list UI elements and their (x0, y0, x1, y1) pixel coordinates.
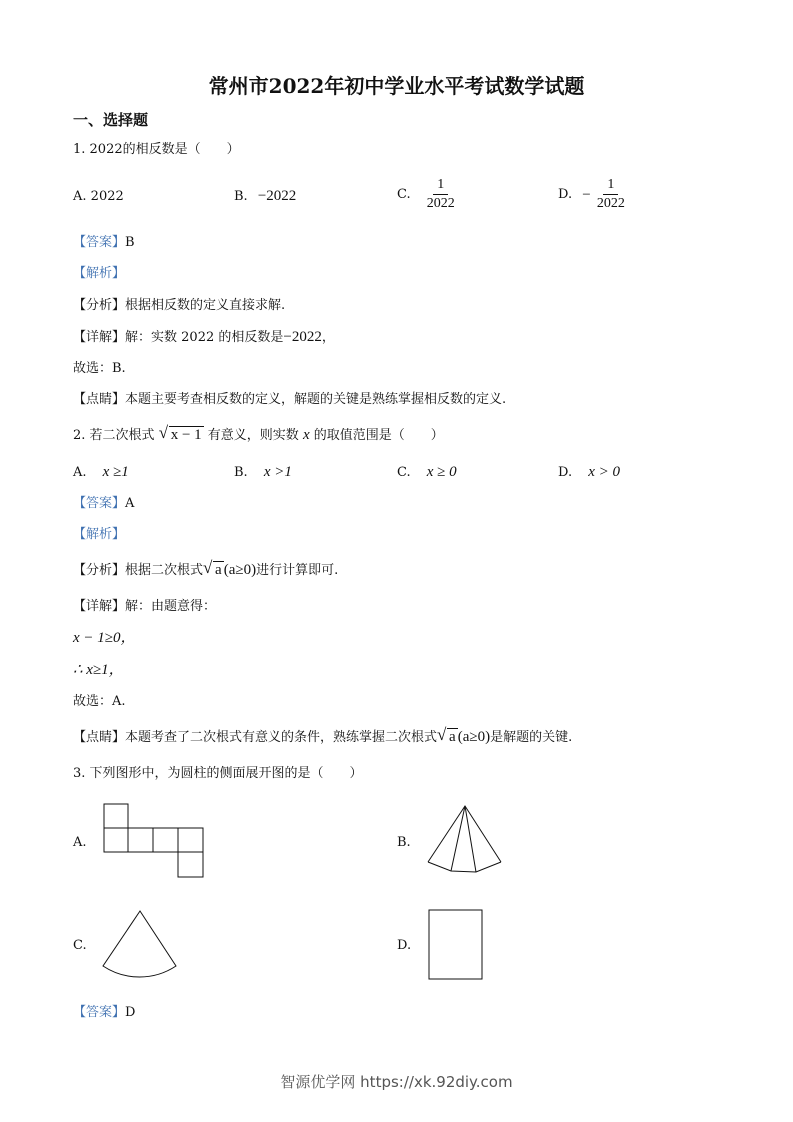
q2-option-b-label: B. (234, 465, 248, 480)
q2-dianjing-radical: √ a (437, 725, 456, 745)
q3-stem: 3. 下列图形中，为圆柱的侧面展开图的是（ ） (73, 766, 363, 781)
q2-dianjing-tag: 【点睛】 (73, 730, 126, 745)
q2-fenxi-radicand: a (215, 562, 222, 578)
q1-xiangjie-text: 解：实数 2022 的相反数是 (125, 330, 284, 345)
q2-stem-prefix: 2. 若二次根式 (73, 428, 155, 443)
q2-fenxi-text: 根据二次根式 (125, 563, 204, 578)
q2-answer-tag: 【答案】 (73, 496, 126, 511)
q2-fenxi-condition: (a≥0) (223, 562, 257, 578)
q1-dianjing-tag: 【点睛】 (73, 392, 126, 407)
q2-dianjing-radicand: a (449, 729, 456, 745)
page-title: 常州市2022年初中学业水平考试数学试题 (208, 74, 585, 98)
q2-option-d-label: D. (558, 465, 573, 480)
q1-xiangjie-post: ， (321, 330, 335, 345)
q1-fenxi-text: 根据相反数的定义直接求解. (125, 298, 286, 313)
q2-analysis-tag: 【解析】 (73, 527, 126, 542)
q2-stem-end: 的取值范围是（ ） (313, 428, 444, 443)
q2-stem-radical: √ x − 1 (158, 423, 202, 443)
q2-dianjing-post: 是解题的关键. (490, 730, 573, 745)
q1-xiangjie-tag: 【详解】 (73, 330, 126, 345)
q3-option-d-label: D. (397, 938, 412, 953)
footer-watermark: 智源优学网 https://xk.92diy.com (280, 1073, 513, 1091)
q1-dianjing-text: 本题主要考查相反数的定义，解题的关键是熟练掌握相反数的定义. (125, 392, 507, 407)
q2-dianjing-text: 本题考查了二次根式有意义的条件，熟练掌握二次根式 (125, 730, 438, 745)
q2-xiangjie-tag: 【详解】 (73, 599, 126, 614)
q1-option-d-denominator: 2022 (596, 196, 625, 211)
q2-option-a-value: x ≥1 (102, 464, 129, 480)
q1-stem: 1. 2022的相反数是（ ） (73, 142, 240, 157)
q3-option-c-label: C. (73, 938, 87, 953)
q2-stem-radicand: x − 1 (170, 427, 202, 443)
q2-option-d-value: x > 0 (588, 464, 621, 480)
q2-fenxi-radical: √ a (203, 558, 222, 578)
q2-stem-variable: x (302, 427, 310, 443)
q3-figure-b-fan-triangles (428, 806, 501, 872)
q2-step-1: x − 1≥0， (73, 630, 136, 646)
q1-answer-tag: 【答案】 (73, 235, 126, 250)
q3-figure-a-cube-net (104, 804, 203, 877)
q1-xiangjie-value: −2022 (283, 329, 322, 345)
q1-option-c-denominator: 2022 (426, 196, 455, 211)
q3-answer-tag: 【答案】 (73, 1005, 126, 1020)
q2-choice: 故选：A. (73, 694, 126, 709)
section-heading: 一、选择题 (73, 111, 149, 129)
q1-option-b-value: −2022 (257, 188, 297, 204)
q1-fenxi-tag: 【分析】 (73, 298, 126, 313)
q1-option-a-value: 2022 (90, 189, 124, 204)
q3-option-b-label: B. (397, 835, 411, 850)
q2-stem-middle: 有意义，则实数 (207, 428, 299, 443)
q3-answer-value: D (125, 1005, 136, 1020)
q1-option-d-label: D. (558, 187, 573, 202)
q2-option-c-value: x ≥ 0 (426, 464, 457, 480)
q2-option-b-value: x >1 (263, 464, 292, 480)
q3-answer (73, 1004, 135, 1022)
q1-option-c-label: C. (397, 187, 411, 202)
q1-option-d-numerator: 1 (603, 176, 618, 195)
q2-xiangjie-text: 解：由题意得： (125, 599, 217, 614)
q2-option-a-label: A. (73, 465, 87, 480)
q1-choice: 故选：B. (73, 361, 126, 376)
q2-option-c-label: C. (397, 465, 411, 480)
q1-option-c-numerator: 1 (433, 176, 448, 195)
q1-option-b-label: B. (234, 189, 248, 204)
q2-fenxi-tag: 【分析】 (73, 563, 126, 578)
q3-figure-d-rectangle (429, 910, 482, 979)
q2-dianjing-condition: (a≥0) (457, 729, 491, 745)
q1-option-a-label: A. (73, 189, 87, 204)
q2-answer-value: A (125, 496, 135, 511)
q2-step-2: ∴ x≥1， (73, 662, 124, 678)
q3-option-a-label: A. (73, 835, 87, 850)
q1-option-d-sign: − (582, 186, 591, 203)
q2-fenxi-post: 进行计算即可. (256, 563, 339, 578)
q3-figure-c-sector (103, 911, 176, 977)
q1-analysis-tag: 【解析】 (73, 266, 126, 281)
q1-answer-value: B (125, 235, 135, 250)
